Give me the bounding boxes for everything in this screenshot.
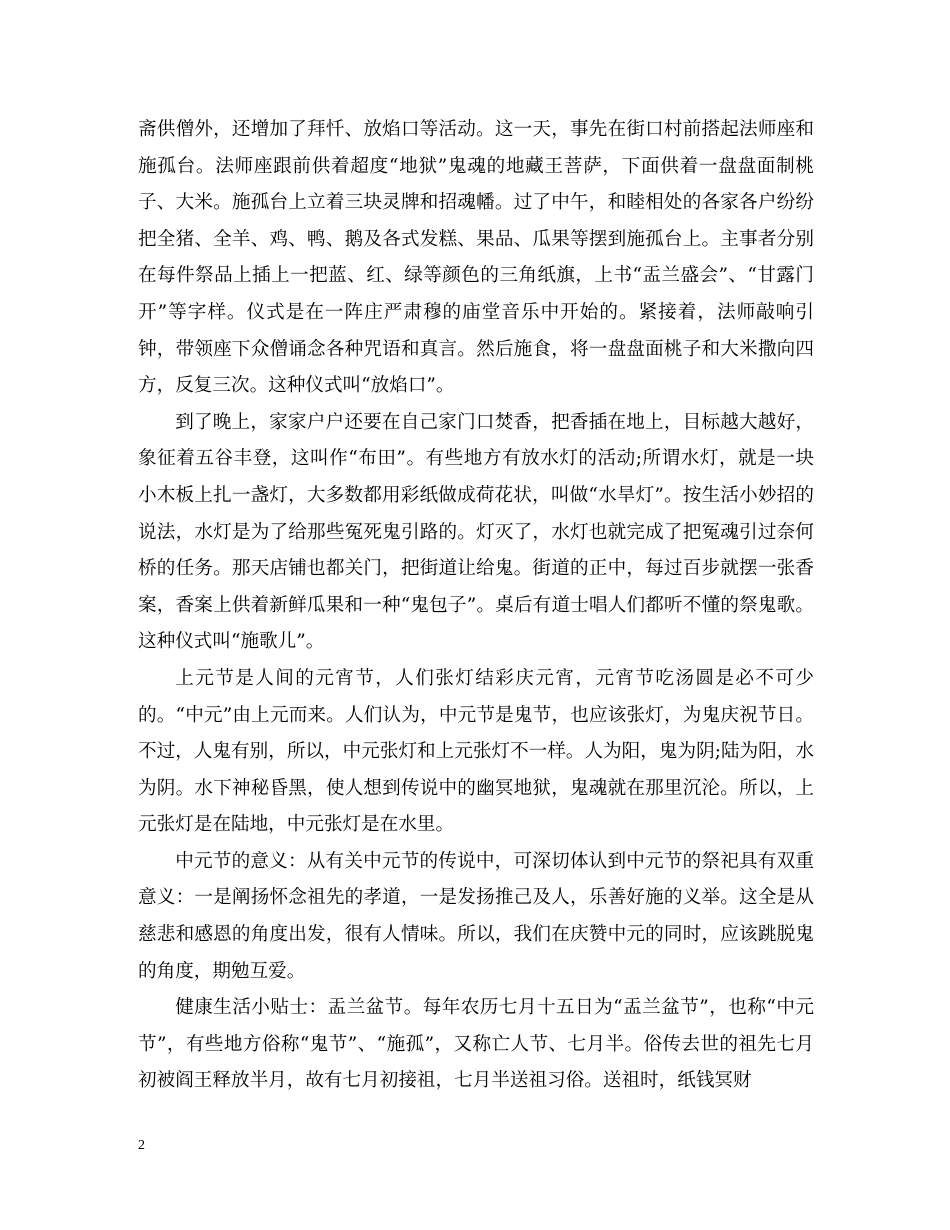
paragraph-1: 斋供僧外，还增加了拜忏、放焰口等活动。这一天，事先在街口村前搭起法师座和施孤台。法师座跟前供着超度“地狱”鬼魂的地藏王菩萨，下面供着一盘盘面制桃子、大米。施孤台上立着三块灵牌和招魂幡。过了中午，和睦相处的各家各户纷纷把全猪、全羊、鸡、鸭、鹅及各式发糕、果品、瓜果等摆到施孤台上。主事者分别在每件祭品上插上一把蓝、红、绿等颜色的三角纸旗，上书“盂兰盛会”、“甘露门开”等字样。仪式是在一阵庄严肃穆的庙堂音乐中开始的。紧接着，法师敲响引钟，带领座下众僧诵念各种咒语和真言。然后施食，将一盘盘面桃子和大米撒向四方，反复三次。这种仪式叫“放焰口”。 xyxy=(138,119,814,397)
paragraph-4: 中元节的意义：从有关中元节的传说中，可深切体认到中元节的祭祀具有双重意义：一是阐扬怀念祖先的孝道，一是发扬推己及人，乐善好施的义举。这全是从慈悲和感恩的角度出发，很有人情味。所以，我们在庆赞中元的同时，应该跳脱鬼的角度，期勉互爱。 xyxy=(138,850,814,982)
paragraph-2: 到了晚上，家家户户还要在自己家门口焚香，把香插在地上，目标越大越好，象征着五谷丰登，这叫作“布田”。有些地方有放水灯的活动;所谓水灯，就是一块小木板上扎一盏灯，大多数都用彩纸做成荷花状，叫做“水旱灯”。按生活小妙招的说法，水灯是为了给那些冤死鬼引路的。灯灭了，水灯也就完成了把冤魂引过奈何桥的任务。那天店铺也都关门，把街道让给鬼。街道的正中，每过百步就摆一张香案，香案上供着新鲜瓜果和一种“鬼包子”。桌后有道士唱人们都听不懂的祭鬼歌。这种仪式叫“施歌儿”。 xyxy=(138,411,814,653)
paragraph-5: 健康生活小贴士：盂兰盆节。每年农历七月十五日为“盂兰盆节”，也称“中元节”，有些地方俗称“鬼节”、“施孤”，又称亡人节、七月半。俗传去世的祖先七月初被阎王释放半月，故有七月初接祖，七月半送祖习俗。送祖时，纸钱冥财 xyxy=(138,997,814,1092)
paragraph-3: 上元节是人间的元宵节，人们张灯结彩庆元宵，元宵节吃汤圆是必不可少的。“中元”由上元而来。人们认为，中元节是鬼节，也应该张灯，为鬼庆祝节日。不过，人鬼有别，所以，中元张灯和上元张灯不一样。人为阳，鬼为阴;陆为阳，水为阴。水下神秘昏黑，使人想到传说中的幽冥地狱，鬼魂就在那里沉沦。所以，上元张灯是在陆地，中元张灯是在水里。 xyxy=(138,667,814,836)
page-number: 2 xyxy=(138,1138,145,1153)
body-text xyxy=(138,112,814,1100)
